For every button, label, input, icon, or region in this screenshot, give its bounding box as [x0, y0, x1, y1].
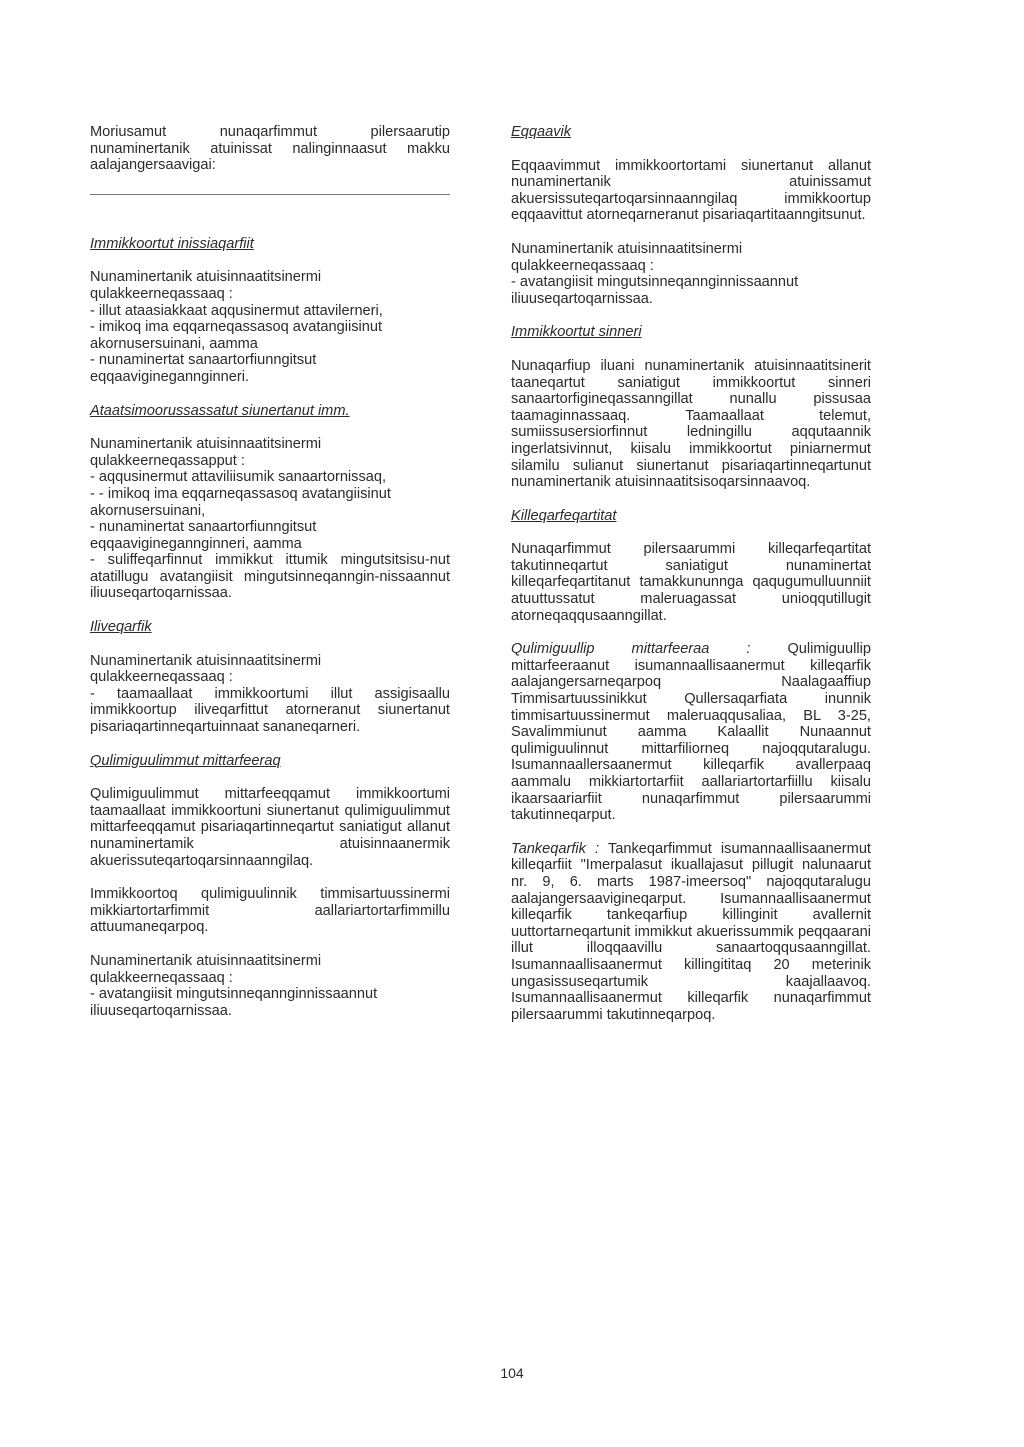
- heading-killeqarfeqartitat: Killeqarfeqartitat: [511, 507, 617, 524]
- paragraph: [90, 786, 450, 869]
- left-column: [90, 124, 450, 1019]
- right-column: [511, 124, 871, 1023]
- paragraph: [90, 269, 450, 385]
- heading-ataatsimoorussassatut: Ataatsimoorussassatut siunertanut imm.: [90, 402, 350, 419]
- text-line: - taamaallaat immikkoortumi illut assigisaallu immikkoortup iliveqarfittut atorneranut siunertanut pisariaqartinneqartuinnaat sananeqarneri.: [90, 685, 450, 736]
- text-line: Nunaqarfimmut pilersaarummi killeqarfeqartitat takutinneqartut saniatigut nunaminertat killeqarfeqartitanut tamakkununnga qaqugumulluunniit atuuttussatut maleruagassat unioqqutillugit atorneqaqqusaanngillat.: [511, 541, 871, 624]
- paragraph: [90, 886, 450, 936]
- heading-immikkoortut-sinneri: Immikkoortut sinneri: [511, 324, 642, 341]
- text-line: - nunaminertat sanaartorfiunngitsut eqqaaviginegannginneri, aamma: [90, 519, 317, 552]
- text-line: - suliffeqarfinnut immikkut ittumik mingutsitsisu-nut atatillugu avatangiisit mingutsinneqanngin-nissaannut iliuuseqartoqarnissaa.: [90, 552, 450, 602]
- text-line: - nunaminertat sanaartorfiunngitsut eqqaaviginegannginneri.: [90, 352, 317, 385]
- paragraph: [511, 158, 871, 224]
- heading-immikkoortut-inissiaqarfiit: Immikkoortut inissiaqarfiit: [90, 235, 254, 252]
- paragraph: [511, 358, 871, 491]
- text-line: - avatangiisit mingutsinneqannginnissaannut iliuuseqartoqarnissaa.: [90, 986, 378, 1019]
- italic-lead: Tankeqarfik :: [511, 840, 600, 857]
- paragraph: [90, 653, 450, 736]
- heading-qulimiguulimmut-mittarfeeraq: Qulimiguulimmut mittarfeeraq: [90, 752, 281, 769]
- paragraph: [90, 953, 450, 1019]
- text-line: - avatangiisit mingutsinneqannginnissaannut iliuuseqartoqarnissaa.: [511, 274, 799, 307]
- text-line: Eqqaavimmut immikkoortortami siunertanut allanut nunaminertanik atuinissamut akuersissuteqartoqarsinnaanngilaq immikkoortup eqqaavittut atorneqarneranut pisariaqartitaanngitsunut.: [511, 157, 871, 224]
- paragraph: [511, 241, 871, 307]
- text-line: Nunaminertanik atuisinnaatitsinermi qulakkeerneqassaaq :: [90, 269, 322, 302]
- text-line: Nunaminertanik atuisinnaatitsinermi qulakkeerneqassaaq :: [90, 952, 322, 986]
- intro-paragraph: Moriusamut nunaqarfimmut pilersaarutip nunaminertanik atuinissat nalinginnaasut makku aalajangersaavigai:: [90, 124, 450, 174]
- heading-iliveqarfik: Iliveqarfik: [90, 619, 152, 636]
- text-line: Nunaminertanik atuisinnaatitsinermi qulakkeerneqassapput :: [90, 436, 322, 469]
- page-number: 104: [500, 1365, 524, 1381]
- paragraph-text: Qulimiguullip mittarfeeraanut isumannaallisaanermut killeqarfik aalajangersarneqarpoq Naalagaaffiup Timmisartuussinikkut Qullersaqarfiata inunnik timmisartuussinermut maleruaqqusaliaa, BL 3-25, Savalimmiunut aamma Kalaallit Nunaannut qulimiguulinnut mittarfiliorneq najoqqutaralugu. Isumannaallersaanermut killeqarfik avallerpaaq aammalu mikkiartortarfiit aallariartortarfiillu kiisalu ikaarsaariarfiit nunaqarfimmut pilersaarummi takutinneqarput.: [511, 641, 871, 824]
- text-line: Nunaminertanik atuisinnaatitsinermi qulakkeerneqassaaq :: [511, 240, 743, 274]
- text-line: Qulimiguulimmut mittarfeeqqamut immikkoortumi taamaallaat immikkoortuni siunertanut qulimiguulimmut mittarfeeqqamut pisariaqartinneqartut saniatigut allanut nunaminertamik atuisinnaanermik akuerissuteqartoqarsinnaanngilaq.: [90, 786, 450, 869]
- text-line: - imikoq ima eqqarneqassasoq avatangiisinut akornusersuinani, aamma: [90, 319, 383, 352]
- text-line: - aqqusinermut attaviliisumik sanaartornissaq,: [90, 469, 387, 486]
- text-line: Nunaqarfiup iluani nunaminertanik atuisinnaatitsinerit taaneqartut saniatigut immikkoortut sinneri sanaartorfigineqassanngillat nunallu pissusaa taamaginnassaaq. Taamaallaat telemut, sumiissusersiorfinnut ledningillu aqqutaannik ingerlatsivinnut, kiisalu immikkoortut piniarnermut silamilu sulianut siunertanut pisariaqartinneqartunut nunaminertanik atuisinnaatitsisoqarsinnaavoq.: [511, 357, 871, 491]
- paragraph: [90, 436, 450, 602]
- italic-lead: Qulimiguullip mittarfeeraa :: [511, 641, 751, 658]
- text-line: Nunaminertanik atuisinnaatitsinermi qulakkeerneqassaaq :: [90, 652, 322, 686]
- paragraph-qulimiguullip: [511, 641, 871, 824]
- paragraph: [511, 541, 871, 624]
- text-line: Immikkoortoq qulimiguulinnik timmisartuussinermi mikkiartortarfimmit aallariartortarfimmillu attuumaneqarpoq.: [90, 886, 450, 936]
- heading-eqqaavik: Eqqaavik: [511, 124, 572, 140]
- text-line: - illut ataasiakkaat aqqusinermut attavilerneri,: [90, 302, 383, 319]
- paragraph-text: Tankeqarfimmut isumannaallisaanermut killeqarfiit "Imerpalasut ikuallajasut pillugit nalunaarut nr. 9, 6. marts 1987-imeersoq" najoqqutaralugu aalajangersaavigineqarput. Isumannaallisaanermut killeqarfik tankeqarfiup killinginit avallernit uuttortarneqartunit immikkut akuerissummik peqqaarani illut illoqqaavillu sanaartoqqusaanngillat. Isumannaallisaanermut killingititaq 20 meterinik ungasissuseqartumik kaajallaavoq. Isumannaallisaanermut killeqarfik nunaqarfimmut pilersaarummi takutinneqarpoq.: [511, 840, 871, 1023]
- text-line: - - imikoq ima eqqarneqassasoq avatangiisinut akornusersuinani,: [90, 485, 391, 519]
- paragraph-tankeqarfik: [511, 841, 871, 1024]
- divider-rule: [90, 194, 450, 195]
